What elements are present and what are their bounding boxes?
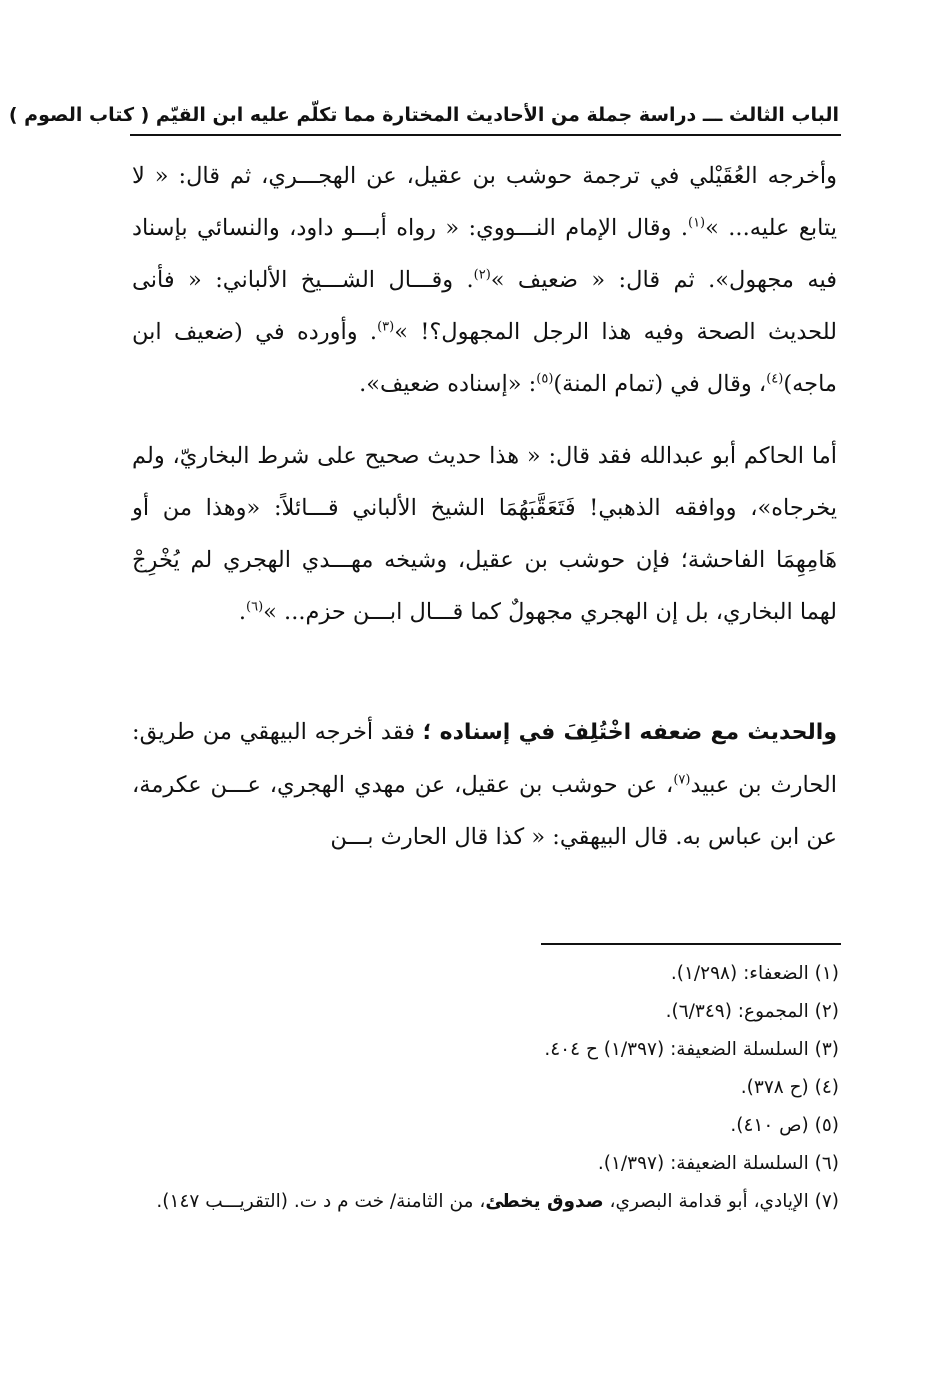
paragraph-2-text-b: . [238, 599, 246, 625]
footnotes [132, 955, 839, 1221]
footnote-7-grade: صدوق يخطئ [485, 1191, 604, 1212]
footnote-7 [132, 1183, 839, 1221]
paragraph-3-lead: والحديث مع ضعفه اخْتُلِفَ في إسناده ؛ [422, 720, 837, 745]
footnote-ref-6[interactable]: (٦) [246, 599, 264, 615]
footnote-separator [541, 943, 841, 945]
header-rule [130, 134, 841, 136]
footnote-ref-4[interactable]: (٤) [766, 371, 784, 387]
footnote-ref-2[interactable]: (٢) [473, 267, 491, 283]
running-header [8, 98, 839, 132]
footnote-5: (٥) (ص ٤١٠). [730, 1115, 839, 1136]
footnote-2: (٢) المجموع: (٦/٣٤٩). [665, 1001, 839, 1022]
paragraph-2-text-a: أما الحاكم أبو عبدالله فقد قال: « هذا حديث صحيح على شرط البخاريّ، ولم يخرجاه»، ووافقه الذهبي! فَتَعَقَّبَهُمَا الشيخ الألباني قـــائلاً: «وهذا من أو هَامِهِمَا الفاحشة؛ فإن حوشب بن عقيل، وشيخه مهـــدي الهجري لم يُخْرِجْ لهما البخاري، بل إن الهجري مجهولٌ كما قـــال ابـــن حزم... » [132, 443, 837, 625]
footnote-ref-7[interactable]: (٧) [673, 772, 691, 788]
paragraph-1-text-f: : «إسناده ضعيف». [359, 371, 537, 397]
footnote-3: (٣) السلسلة الضعيفة: (١/٣٩٧) ح ٤٠٤. [544, 1039, 839, 1060]
footnote-ref-5[interactable]: (٥) [536, 371, 554, 387]
chapter-title: الباب الثالث ـــ دراسة جملة من الأحاديث المختارة مما تكلّم عليه ابن القيّم ( كتاب الصوم ) [8, 104, 839, 126]
footnote-4: (٤) (ح ٣٧٨). [740, 1077, 839, 1098]
paragraph-1-text-e: ، وقال في (تمام المنة) [553, 371, 767, 397]
footnote-1: (١) الضعفاء: (١/٢٩٨). [670, 963, 839, 984]
footnote-ref-3[interactable]: (٣) [377, 319, 395, 335]
paragraph-3 [132, 706, 837, 863]
paragraph-1-text-d: . وأورده في (ضعيف ابن ماجه) [132, 319, 837, 397]
paragraph-1-text-c: . وقـــال الشـــيخ الألباني: « فأنى للحديث الصحة وفيه هذا الرجل المجهول؟! » [132, 267, 837, 345]
paragraph-3-text-b: ، عن حوشب بن عقيل، عن مهدي الهجري، عـــن عكرمة، عن ابن عباس به. قال البيهقي: « كذا قال الحارث بـــن [132, 772, 837, 850]
footnote-7-text-a: (٧) الإيادي، أبو قدامة البصري، [603, 1191, 839, 1212]
footnote-7-text-c: ، من الثامنة/ خت م د ت. (التقريـــب ١٤٧). [156, 1191, 486, 1212]
footnote-ref-1[interactable]: (١) [687, 215, 706, 231]
paragraph-3-text-a: فقد أخرجه البيهقي من طريق: الحارث بن عبيد [132, 719, 838, 798]
paragraph-1-text-a: وأخرجه العُقَيْلي في ترجمة حوشب بن عقيل، عن الهجـــري، ثم قال: « لا يتابع عليه... » [132, 163, 837, 241]
paragraph-1-text-b: . وقال الإمام النـــووي: « رواه أبـــو داود، والنسائي بإسناد فيه مجهول». ثم قال: « ضعيف » [132, 215, 837, 293]
paragraph-1 [132, 150, 837, 410]
footnote-6: (٦) السلسلة الضعيفة: (١/٣٩٧). [597, 1153, 839, 1174]
paragraph-2 [132, 430, 837, 638]
